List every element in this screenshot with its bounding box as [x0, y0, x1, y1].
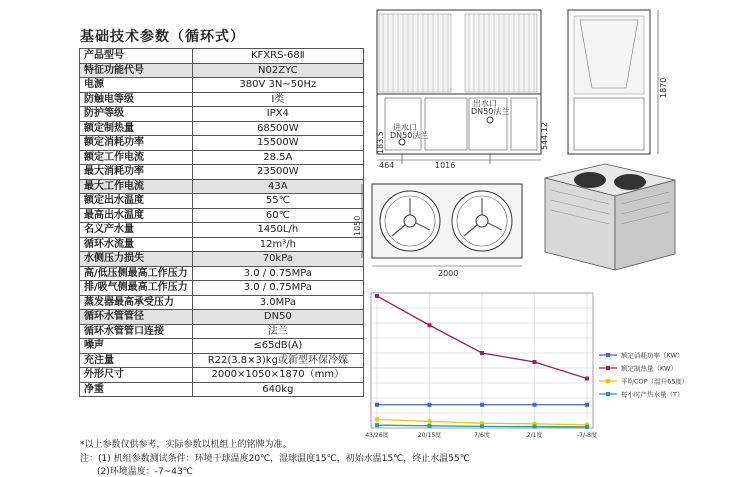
spec-row — [80, 252, 364, 267]
dim-544-12: 544.12 — [540, 122, 549, 150]
series-point — [375, 417, 379, 421]
spec-label: 净重 — [80, 382, 193, 397]
spec-label: 额定制热量 — [80, 121, 193, 136]
x-tick-label: 43/26度 — [365, 432, 389, 439]
legend-label: 平均COP（温升65度） — [621, 377, 689, 386]
series-point — [375, 294, 379, 298]
unit-3d-illustration — [535, 160, 685, 280]
spec-row — [80, 179, 364, 194]
legend-marker — [606, 353, 610, 357]
spec-row — [80, 121, 364, 136]
inlet-label: 进水口 — [393, 123, 417, 132]
spec-label: 最大消耗功率 — [80, 165, 193, 180]
spec-label: 水侧压力损失 — [80, 252, 193, 267]
spec-value: DN50 — [192, 310, 363, 325]
spec-label: 蒸发器最高承受压力 — [80, 295, 193, 310]
series-point — [480, 403, 484, 407]
spec-label: 充注量 — [80, 353, 193, 368]
spec-row — [80, 165, 364, 180]
legend-label: 额定制热量（KW） — [621, 364, 677, 373]
spec-table — [79, 48, 364, 397]
spec-row — [80, 237, 364, 252]
spec-label: 额定工作电流 — [80, 150, 193, 165]
spec-value: KFXRS-68Ⅱ — [192, 49, 363, 64]
spec-row — [80, 310, 364, 325]
series-point — [480, 424, 484, 428]
spec-label: 产品型号 — [80, 49, 193, 64]
spec-value: 380V 3N~50Hz — [192, 78, 363, 93]
x-tick-label: -7/-8度 — [577, 432, 597, 439]
spec-row — [80, 339, 364, 354]
series-point — [428, 419, 432, 423]
note-test-conditions: 注：(1) 机组参数测试条件：环境干球温度20℃，湿球温度15℃，初始水温15℃，终止水温55℃ — [80, 454, 470, 464]
spec-row — [80, 49, 364, 64]
legend-label: 额定消耗功率（KW） — [621, 351, 684, 360]
spec-label: 名义产水量 — [80, 223, 193, 238]
spec-label: 最大工作电流 — [80, 179, 193, 194]
spec-value: 3.0MPa — [192, 295, 363, 310]
spec-row — [80, 223, 364, 238]
x-tick-label: 20/15度 — [417, 432, 442, 439]
spec-label: 外形尺寸 — [80, 368, 193, 383]
x-tick-label: 2/1度 — [526, 432, 543, 439]
spec-row — [80, 295, 364, 310]
spec-value: 43A — [192, 179, 363, 194]
spec-row — [80, 368, 364, 383]
spec-row — [80, 78, 364, 93]
legend-label: 每小时产热水量（T） — [621, 390, 684, 399]
outlet-flange-label: DN50法兰 — [471, 107, 510, 116]
spec-value: 23500W — [192, 165, 363, 180]
inlet-flange-label: DN50法兰 — [390, 131, 429, 140]
spec-value: 12m³/h — [192, 237, 363, 252]
note-disclaimer: *以上参数仅供参考，实际参数以机组上的铭牌为准。 — [80, 440, 292, 450]
series-point — [533, 360, 537, 364]
spec-label: 噪声 — [80, 339, 193, 354]
legend-marker — [606, 366, 610, 370]
spec-row — [80, 136, 364, 151]
fan-right-icon — [452, 191, 512, 251]
spec-row — [80, 107, 364, 122]
spec-row — [80, 382, 364, 397]
dim-464: 464 — [379, 161, 395, 168]
spec-row — [80, 266, 364, 281]
series-point — [585, 425, 589, 429]
dim-183-5: 183.5 — [376, 131, 385, 154]
spec-label: 循环水流量 — [80, 237, 193, 252]
spec-row — [80, 63, 364, 78]
series-point — [533, 403, 537, 407]
spec-row — [80, 353, 364, 368]
spec-row — [80, 324, 364, 339]
series-point — [428, 323, 432, 327]
note-ambient-temperature: (2)环境温度：-7~43℃ — [97, 467, 193, 477]
spec-label: 额定消耗功率 — [80, 136, 193, 151]
spec-value: N02ZYC — [192, 63, 363, 78]
legend-marker — [606, 379, 610, 383]
spec-value: 3.0 / 0.75MPa — [192, 266, 363, 281]
page-title: 基础技术参数（循环式） — [80, 29, 245, 45]
dim-2000: 2000 — [438, 269, 459, 278]
spec-label: 排/吸气侧最高工作压力 — [80, 281, 193, 296]
spec-value: 1450L/h — [192, 223, 363, 238]
spec-value: 55℃ — [192, 194, 363, 209]
spec-label: 循环水管管口连接 — [80, 324, 193, 339]
spec-value: ≤65dB(A) — [192, 339, 363, 354]
spec-label: 额定出水温度 — [80, 194, 193, 209]
series-point — [585, 377, 589, 381]
spec-label: 循环水管管径 — [80, 310, 193, 325]
spec-row — [80, 92, 364, 107]
legend-marker — [606, 392, 610, 396]
performance-chart — [363, 287, 743, 439]
spec-value: 法兰 — [192, 324, 363, 339]
spec-label: 防触电等级 — [80, 92, 193, 107]
spec-row — [80, 150, 364, 165]
spec-label: 电源 — [80, 78, 193, 93]
spec-value: 3.0 / 0.75MPa — [192, 281, 363, 296]
front-grille-left-icon — [379, 14, 451, 92]
fan-left-icon — [380, 191, 440, 251]
spec-label: 特征功能代号 — [80, 63, 193, 78]
spec-value: 60℃ — [192, 208, 363, 223]
x-tick-label: 7/6度 — [474, 432, 490, 439]
front-grille-right-icon — [465, 14, 537, 92]
side-view-drawing — [560, 8, 670, 168]
series-point — [480, 351, 484, 355]
spec-label: 防护等级 — [80, 107, 193, 122]
spec-row — [80, 194, 364, 209]
spec-value: 68500W — [192, 121, 363, 136]
series-point — [585, 403, 589, 407]
spec-row — [80, 281, 364, 296]
outlet-label: 出水口 — [473, 99, 497, 108]
series-point — [428, 424, 432, 428]
spec-value: 70kPa — [192, 252, 363, 267]
spec-row — [80, 208, 364, 223]
series-point — [375, 423, 379, 427]
spec-value: 28.5A — [192, 150, 363, 165]
top-view-drawing — [350, 178, 530, 278]
dim-1870: 1870 — [659, 77, 668, 98]
dim-1016: 1016 — [435, 161, 456, 168]
series-point — [375, 403, 379, 407]
spec-value: 15500W — [192, 136, 363, 151]
series-point — [428, 403, 432, 407]
spec-label: 最高出水温度 — [80, 208, 193, 223]
spec-value: IPX4 — [192, 107, 363, 122]
dim-1050: 1050 — [353, 215, 362, 236]
front-view-drawing — [365, 8, 555, 168]
spec-value: Ⅰ类 — [192, 92, 363, 107]
spec-value: R22(3.8×3)kg或新型环保冷媒 — [192, 353, 363, 368]
series-point — [533, 425, 537, 429]
spec-value: 2000×1050×1870（mm） — [192, 368, 363, 383]
spec-label: 高/低压侧最高工作压力 — [80, 266, 193, 281]
spec-value: 640kg — [192, 382, 363, 397]
